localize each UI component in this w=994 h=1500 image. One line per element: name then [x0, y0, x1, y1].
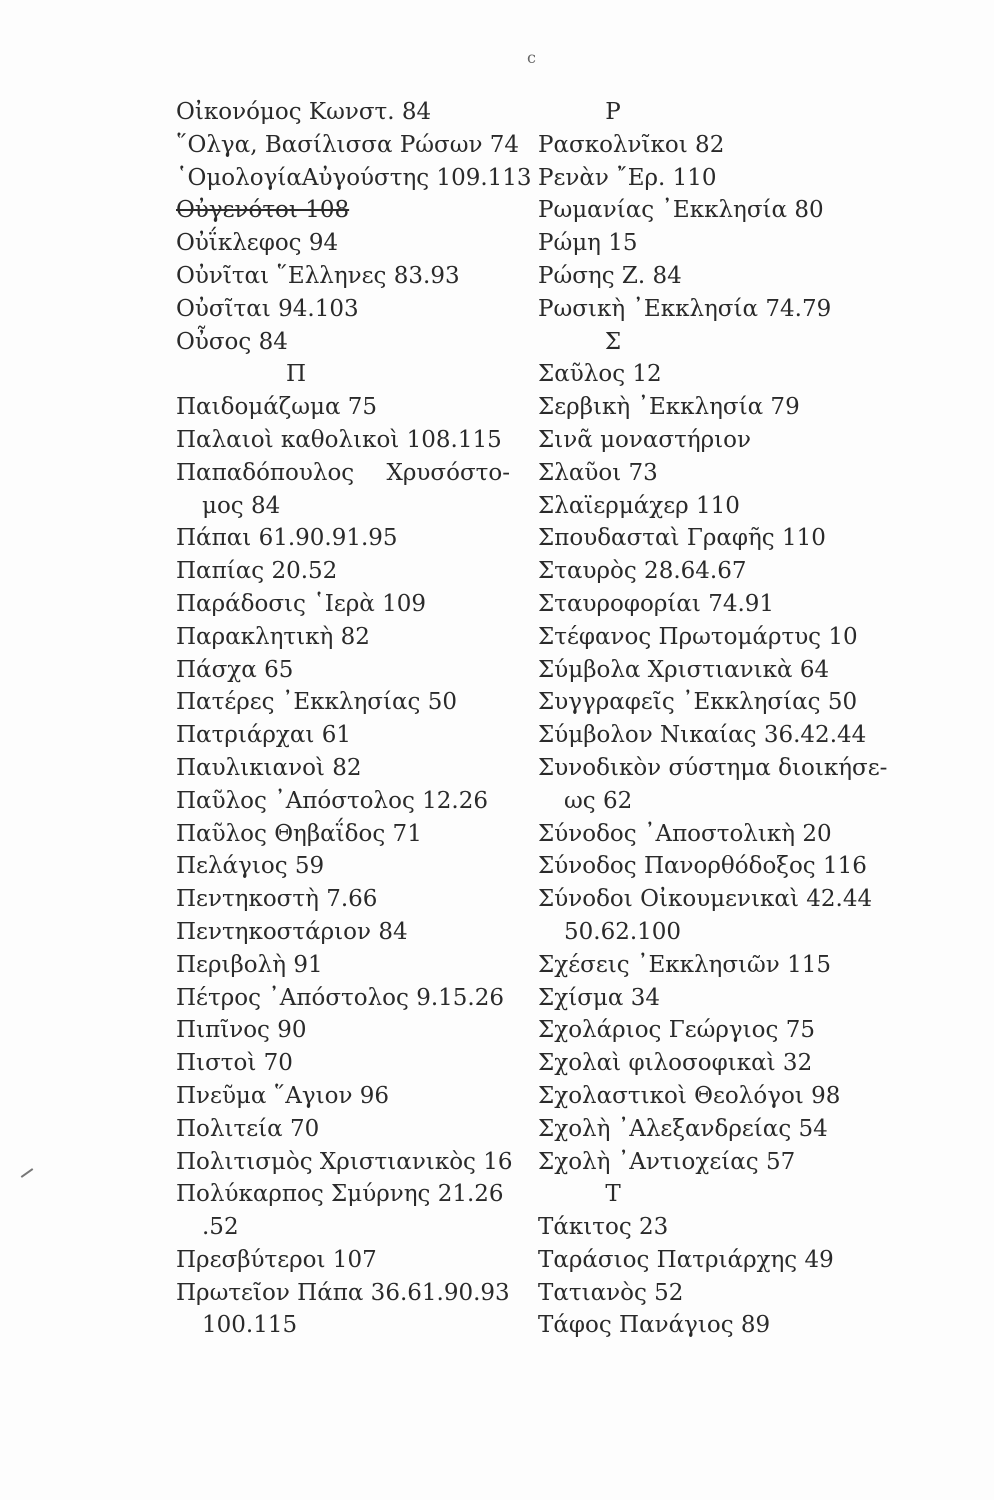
page-mark: c: [527, 48, 536, 67]
index-entry: Σλαῦοι 73: [538, 459, 658, 486]
index-entry: Συνοδικὸν σύστημα διοικήσε-: [538, 754, 888, 781]
index-column-left: [176, 96, 532, 1342]
index-entry: Σλαϊερμάχερ 110: [538, 492, 740, 519]
index-entry: Οὐνῖται ῞Ελληνες 83.93: [176, 262, 460, 289]
index-entry: Παπίας 20.52: [176, 558, 338, 585]
index-entry: Σαῦλος 12: [538, 361, 662, 388]
index-entry: Πολιτισμὸς Χριστιανικὸς 16: [176, 1148, 513, 1175]
index-entry: ῞Ολγα, Βασίλισσα Ρώσων 74: [176, 131, 520, 158]
index-entry: Περιβολὴ 91: [176, 951, 323, 978]
section-letter: Π: [285, 361, 307, 388]
index-entry: Πιστοὶ 70: [176, 1050, 293, 1077]
index-entry: Ρωσικὴ ᾿Εκκλησία 74.79: [538, 295, 832, 322]
index-entry: Πολιτεία 70: [176, 1115, 320, 1142]
index-entry: Παιδομάζωμα 75: [176, 394, 378, 421]
index-entry: Οὖσος 84: [176, 328, 288, 355]
index-entry: Πρεσβύτεροι 107: [176, 1246, 377, 1273]
index-entry: Σπουδασταὶ Γραφῆς 110: [538, 525, 826, 552]
stray-mark: [21, 1168, 34, 1178]
index-entry: Πιπῖνος 90: [176, 1017, 307, 1044]
index-entry: Ρωμανίας ᾿Εκκλησία 80: [538, 197, 824, 224]
index-entry: Στέφανος Πρωτομάρτυς 10: [538, 623, 858, 650]
index-entry: Τάκιτος 23: [538, 1214, 669, 1241]
index-entry: Ρενὰν ῎Ερ. 110: [538, 164, 717, 191]
index-entry: Παυλικιανοὶ 82: [176, 754, 362, 781]
index-entry: Παρακλητικὴ 82: [176, 623, 370, 650]
index-entry: Οὐΐκλεφος 94: [176, 230, 339, 257]
index-entry: Πελάγιος 59: [176, 853, 325, 880]
index-entry: Συγγραφεῖς ᾿Εκκλησίας 50: [538, 689, 858, 716]
index-entry-continuation: .52: [202, 1214, 239, 1241]
index-entry: [176, 457, 526, 490]
index-entry: Σινᾶ μοναστήριον: [538, 426, 751, 453]
index-entry-part: Παπαδόπουλος: [176, 459, 355, 486]
index-entry: Πεντηκοστάριον 84: [176, 918, 408, 945]
index-entry: Σχολάριος Γεώργιος 75: [538, 1017, 815, 1044]
index-entry-part: Χρυσόστο-: [386, 459, 510, 486]
index-entry: Πατριάρχαι 61: [176, 722, 351, 749]
index-entry: Ρώμη 15: [538, 230, 638, 257]
section-letter: Τ: [605, 1181, 621, 1208]
index-entry: Ρασκολνῖκοι 82: [538, 131, 725, 158]
index-entry: Πεντηκοστὴ 7.66: [176, 886, 378, 913]
index-entry: Παῦλος Θηβαΐδος 71: [176, 820, 422, 847]
index-entry: Σύνοδοι Οἰκουμενικαὶ 42.44: [538, 886, 873, 913]
index-entry: ῾ΟμολογίαΑὐγούστης 109.113: [176, 164, 532, 191]
index-entry: Πατέρες ᾿Εκκλησίας 50: [176, 689, 457, 716]
index-entry: Πάσχα 65: [176, 656, 294, 683]
index-entry: Σύνοδος Πανορθόδοξος 116: [538, 853, 867, 880]
index-entry: Πολύκαρπος Σμύρνης 21.26: [176, 1181, 504, 1208]
index-entry: Παλαιοὶ καθολικοὶ 108.115: [176, 426, 502, 453]
index-entry: Τατιανὸς 52: [538, 1279, 684, 1306]
index-entry: Σταυροφορίαι 74.91: [538, 590, 775, 617]
index-entry: Σύμβολον Νικαίας 36.42.44: [538, 722, 867, 749]
index-entry-continuation: ως 62: [564, 787, 633, 814]
section-letter: Ρ: [605, 99, 621, 125]
index-entry: Πέτρος ᾿Απόστολος 9.15.26: [176, 984, 505, 1011]
index-entry: Ταράσιος Πατριάρχης 49: [538, 1246, 834, 1273]
section-letter: Σ: [604, 328, 622, 355]
index-entry: Πνεῦμα ῞Αγιον 96: [176, 1082, 390, 1109]
index-entry: Οὐγενότοι 108: [176, 197, 350, 224]
index-entry: Σχέσεις ᾿Εκκλησιῶν 115: [538, 951, 832, 978]
index-entry-continuation: 100.115: [202, 1312, 298, 1339]
index-entry: Σερβικὴ ᾿Εκκλησία 79: [538, 394, 800, 421]
index-entry: Σταυρὸς 28.64.67: [538, 558, 747, 585]
index-column-right: [538, 96, 918, 1342]
index-entry: Παῦλος ᾿Απόστολος 12.26: [176, 787, 488, 814]
index-entry: Σύμβολα Χριστιανικὰ 64: [538, 656, 830, 683]
index-entry: Σχολὴ ᾿Αλεξανδρείας 54: [538, 1115, 828, 1142]
index-entry: Σχίσμα 34: [538, 984, 660, 1011]
index-entry: Σχολὴ ᾿Αντιοχείας 57: [538, 1148, 796, 1175]
index-entry: Παράδοσις ῾Ιερὰ 109: [176, 590, 427, 617]
index-entry: Τάφος Πανάγιος 89: [538, 1312, 771, 1339]
index-entry: Ρώσης Ζ. 84: [538, 262, 682, 289]
index-entry: Πάπαι 61.90.91.95: [176, 525, 398, 552]
index-entry: Οἰκονόμος Κωνστ. 84: [176, 99, 432, 125]
index-entry: Σχολαστικοὶ Θεολόγοι 98: [538, 1082, 841, 1109]
index-entry: Σχολαὶ φιλοσοφικαὶ 32: [538, 1050, 813, 1077]
index-entry: Πρωτεῖον Πάπα 36.61.90.93: [176, 1279, 510, 1306]
index-entry-continuation: 50.62.100: [564, 918, 682, 945]
index-entry: Σύνοδος ᾿Αποστολικὴ 20: [538, 820, 832, 847]
index-entry: Οὐσῖται 94.103: [176, 295, 359, 322]
index-entry-continuation: μος 84: [202, 492, 281, 519]
